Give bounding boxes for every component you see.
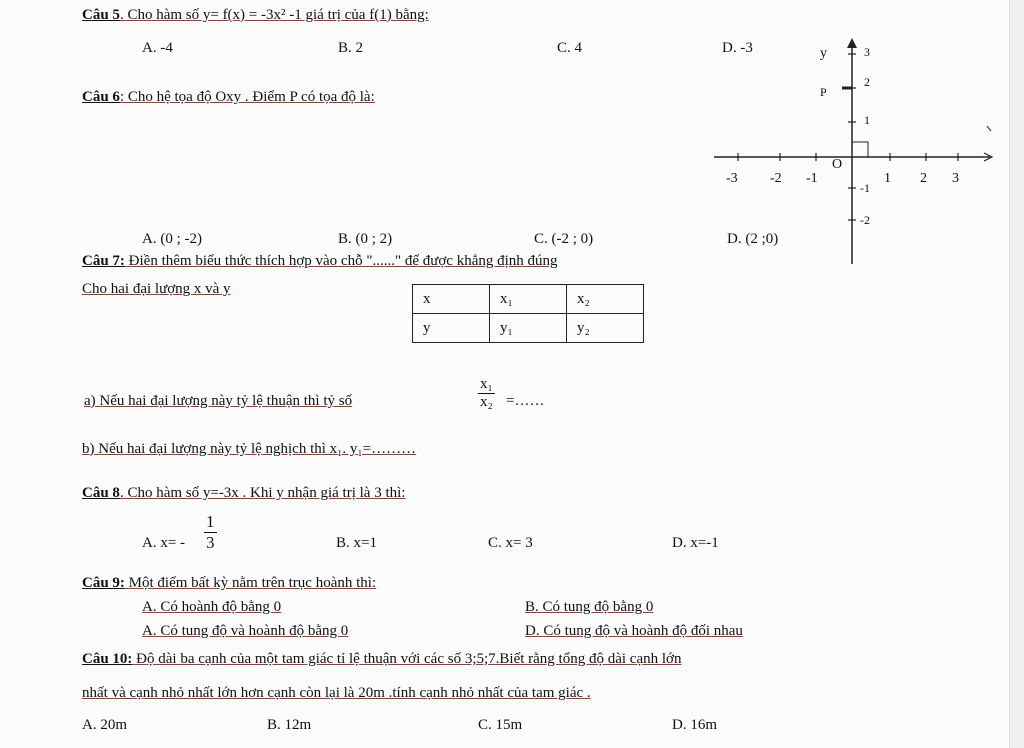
stray-mark [987, 126, 991, 131]
table-cell: x₂ [567, 285, 644, 314]
q10-option-a: A. 20m [82, 717, 127, 733]
x-tick-label-neg2: -2 [770, 171, 782, 186]
question-6 [82, 88, 375, 106]
question-7-label: Câu 7: [82, 253, 125, 269]
question-7 [82, 252, 558, 270]
question-8 [82, 484, 405, 502]
question-10 [82, 650, 681, 668]
vertical-scrollbar[interactable] [1009, 0, 1024, 748]
q7-part-a-prefix: a) Nếu hai đại lượng này tỷ lệ thuận thì tỷ số [84, 393, 353, 409]
q8-option-a-denominator: 3 [206, 533, 215, 552]
q10-option-c: C. 15m [478, 717, 523, 733]
q5-option-b: B. 2 [338, 40, 364, 56]
q6-option-d: D. (2 ;0) [727, 231, 779, 247]
y-tick-label-2: 2 [864, 75, 870, 89]
q8-option-c: C. x= 3 [488, 535, 533, 551]
q8-option-d: D. x=-1 [672, 535, 719, 551]
question-8-stem: . Cho hàm số y=-3x . Khi y nhận giá trị là 3 thì: [119, 485, 406, 501]
question-6-stem: : Cho hệ tọa độ Oxy . Điểm P có tọa độ là: [119, 89, 375, 105]
question-7-intro: Cho hai đại lượng x và y [82, 281, 231, 297]
q8-option-a-numerator: 1 [206, 512, 215, 531]
y-tick-label-3: 3 [864, 45, 870, 59]
y-axis-label: y [820, 46, 827, 61]
question-10-stem: Độ dài ba cạnh của một tam giác tỉ lệ thuận với các số 3;5;7.Biết rằng tổng độ dài cạnh lớn [132, 651, 682, 667]
q7-part-a-denominator: x₂ [480, 394, 493, 410]
y-axis-arrow [847, 38, 857, 48]
x-tick-label-1: 1 [884, 171, 891, 186]
question-10-label: Câu 10: [82, 651, 133, 667]
question-10-stem-continued: nhất và cạnh nhỏ nhất lớn hơn cạnh còn lại là 20m .tính cạnh nhỏ nhất của tam giác . [82, 685, 591, 701]
q8-option-a-fraction [204, 512, 217, 553]
x-tick-label-3: 3 [952, 171, 959, 186]
q9-option-d: D. Có tung độ và hoành độ đối nhau [525, 623, 743, 639]
point-p-label: P [820, 85, 827, 99]
q5-option-c: C. 4 [557, 40, 583, 56]
xy-value-table [412, 284, 644, 343]
table-row [413, 314, 644, 343]
x-tick-label-neg1: -1 [806, 171, 818, 186]
question-8-label: Câu 8 [82, 485, 120, 501]
table-cell: y [413, 314, 490, 343]
q8-option-a-prefix: A. x= - [142, 535, 186, 551]
table-cell: y₂ [567, 314, 644, 343]
unit-square-marker [852, 142, 868, 157]
q6-option-a: A. (0 ; -2) [142, 231, 202, 247]
q5-option-d: D. -3 [722, 40, 753, 56]
y-tick-label-neg1: -1 [860, 181, 870, 195]
question-7-stem: Điền thêm biểu thức thích hợp vào chỗ "......" để được khẳng định đúng [124, 253, 558, 269]
question-9-label: Câu 9: [82, 575, 125, 591]
question-6-label: Câu 6 [82, 89, 120, 105]
q7-part-b: b) Nếu hai đại lượng này tỷ lệ nghịch thì x₁. y₁=……… [82, 441, 417, 457]
table-cell: x [413, 285, 490, 314]
question-5-label: Câu 5 [82, 7, 120, 23]
q8-option-b: B. x=1 [336, 535, 377, 551]
q6-option-b: B. (0 ; 2) [338, 231, 393, 247]
q9-option-c: A. Có tung độ và hoành độ bằng 0 [142, 623, 349, 639]
y-tick-label-1: 1 [864, 113, 870, 127]
q10-option-d: D. 16m [672, 717, 717, 733]
question-9 [82, 574, 376, 592]
table-cell: y₁ [490, 314, 567, 343]
q7-part-a-blank: =…… [506, 393, 545, 409]
q5-option-a: A. -4 [142, 40, 173, 56]
question-5 [82, 6, 429, 24]
q6-option-c: C. (-2 ; 0) [534, 231, 594, 247]
q9-option-b: B. Có tung độ bằng 0 [525, 599, 654, 615]
table-cell: x₁ [490, 285, 567, 314]
q9-option-a: A. Có hoành độ bằng 0 [142, 599, 282, 615]
x-tick-label-2: 2 [920, 171, 927, 186]
question-5-stem: . Cho hàm số y= f(x) = -3x² -1 giá trị của f(1) bằng: [119, 7, 429, 23]
y-tick-label-neg2: -2 [860, 213, 870, 227]
q10-option-b: B. 12m [267, 717, 312, 733]
question-9-stem: Một điểm bất kỳ nằm trên trục hoành thì: [124, 575, 377, 591]
x-tick-label-neg3: -3 [726, 171, 738, 186]
q7-part-a-numerator: x₁ [480, 376, 493, 392]
origin-label: O [832, 157, 843, 172]
q7-part-a-fraction [478, 376, 495, 411]
table-row [413, 285, 644, 314]
